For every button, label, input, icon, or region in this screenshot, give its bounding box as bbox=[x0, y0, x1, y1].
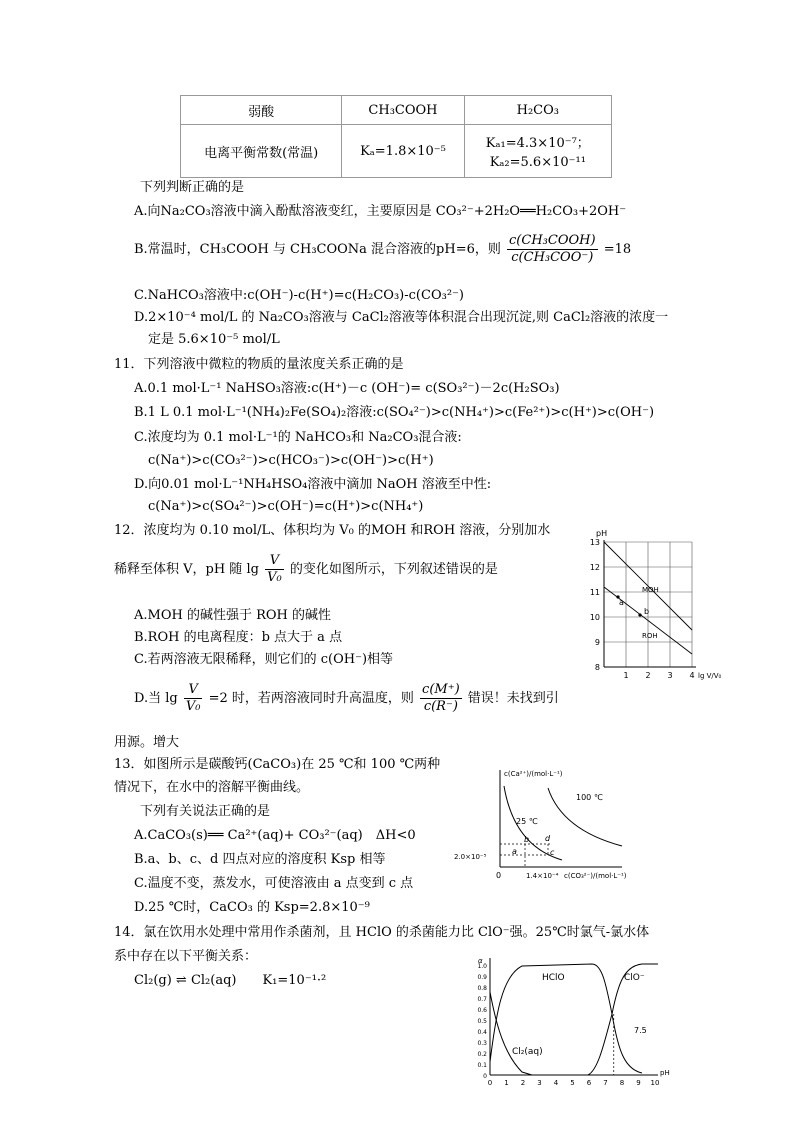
q12-frac-num: V bbox=[265, 553, 284, 570]
q13-t1: 25 ℃ bbox=[516, 817, 538, 826]
q12-frac-den: V₀ bbox=[267, 570, 282, 585]
q12-xtick-1: 1 bbox=[623, 671, 629, 680]
q14-xtick-1: 1 bbox=[504, 1079, 509, 1087]
q12-graph-ylabel: pH bbox=[596, 529, 608, 538]
q12-d-mid: =2 时，若两溶液同时升高温度，则 bbox=[208, 691, 414, 706]
q10-b-denominator: c(CH₃COO⁻) bbox=[511, 250, 594, 265]
q12-d-fraction2 bbox=[420, 682, 462, 715]
q14-xtick-3: 3 bbox=[537, 1079, 542, 1087]
q12-d-frac2-den: c(R⁻) bbox=[423, 699, 458, 714]
q10-stem: 下列判断正确的是 bbox=[140, 180, 245, 195]
table-header-acid: 弱酸 bbox=[181, 96, 342, 125]
q14-ytick-0.5: 0.5 bbox=[477, 1018, 487, 1025]
table-header-h2co3: H₂CO₃ bbox=[464, 96, 611, 125]
q14-xtick-0: 0 bbox=[487, 1079, 493, 1087]
q13-stem-line3: 下列有关说法正确的是 bbox=[140, 804, 271, 819]
q14-ytick-0.2: 0.2 bbox=[477, 1051, 487, 1058]
q14-xtick-6: 6 bbox=[586, 1079, 592, 1087]
q12-ytick-13: 13 bbox=[589, 538, 600, 547]
q11-option-d-line1: D.向0.01 mol·L⁻¹NH₄HSO₄溶液中滴加 NaOH 溶液至中性: bbox=[134, 477, 492, 492]
q14-ytick-0.3: 0.3 bbox=[477, 1040, 487, 1047]
q13-option-c: C.温度不变，蒸发水，可使溶液由 a 点变到 c 点 bbox=[134, 876, 414, 891]
q12-d-frac1-num: V bbox=[184, 682, 203, 699]
q13-point-a: a bbox=[512, 847, 517, 856]
q13-point-c: c bbox=[550, 848, 555, 857]
q10-option-b bbox=[134, 232, 631, 268]
q12-point-a-label: a bbox=[619, 598, 624, 607]
q14-xlabel: pH bbox=[660, 1069, 670, 1077]
q12-option-d bbox=[134, 681, 559, 717]
q12-ph-graph bbox=[588, 526, 724, 692]
q12-ytick-8: 8 bbox=[594, 663, 600, 672]
q13-option-a: A.CaCO₃(s)══ Ca²⁺(aq)+ CO₃²⁻(aq) ΔH<0 bbox=[134, 828, 416, 843]
q11-option-a: A.0.1 mol·L⁻¹ NaHSO₃溶液:c(H⁺)－c (OH⁻)= c(SO₃²⁻)－2c(H₂SO₃) bbox=[134, 381, 560, 396]
q13-stem-line1: 13．如图所示是碳酸钙(CaCO₃)在 25 ℃和 100 ℃两种 bbox=[114, 757, 441, 772]
q14-clo-label: ClO⁻ bbox=[624, 973, 645, 983]
q12-d-fraction1 bbox=[184, 682, 203, 715]
ka1-value: Kₐ₁=4.3×10⁻⁷； bbox=[485, 136, 590, 151]
table-cell-ka12 bbox=[464, 125, 611, 178]
q11-option-d-line2: c(Na⁺)>c(SO₄²⁻)>c(OH⁻)=c(H⁺)>c(NH₄⁺) bbox=[148, 499, 424, 514]
q14-ytick-0.1: 0.1 bbox=[477, 1062, 487, 1069]
q13-option-d: D.25 ℃时，CaCO₃ 的 Ksp=2.8×10⁻⁹ bbox=[134, 900, 370, 915]
q12-ytick-11: 11 bbox=[589, 588, 600, 597]
q12-option-c: C.若两溶液无限稀释，则它们的 c(OH⁻)相等 bbox=[134, 652, 394, 667]
q14-ytick-0.8: 0.8 bbox=[477, 985, 487, 992]
q12-stem-post: 的变化如图所示，下列叙述错误的是 bbox=[289, 562, 498, 577]
q12-xtick-2: 2 bbox=[645, 671, 651, 680]
q12-xtick-4: 4 bbox=[689, 671, 695, 680]
q13-xlabel: c(CO₃²⁻)/(mol·L⁻¹) bbox=[564, 872, 627, 880]
q14-xtick-9: 9 bbox=[636, 1079, 641, 1087]
q14-ylabel: α bbox=[478, 957, 483, 965]
q12-option-d-line2: 用源。增大 bbox=[114, 735, 180, 750]
table-header-ch3cooh: CH₃COOH bbox=[342, 96, 464, 125]
q14-stem-line2: 系中存在以下平衡关系： bbox=[114, 949, 258, 964]
q13-option-b: B.a、b、c、d 四点对应的溶度积 Ksp 相等 bbox=[134, 852, 386, 867]
q13-origin: 0 bbox=[496, 871, 502, 880]
q14-xtick-4: 4 bbox=[553, 1079, 559, 1087]
q10-option-c: C.NaHCO₃溶液中:c(OH⁻)-c(H⁺)=c(H₂CO₃)-c(CO₃²⁻) bbox=[134, 288, 464, 303]
q12-d-pre: D.当 lg bbox=[134, 691, 178, 706]
q10-option-a: A.向Na₂CO₃溶液中滴入酚酞溶液变红，主要原因是 CO₃²⁻+2H₂O══H₂CO₃+2OH⁻ bbox=[134, 204, 627, 219]
q12-option-b: B.ROH 的电离程度：b 点大于 a 点 bbox=[134, 630, 343, 645]
q12-ytick-12: 12 bbox=[589, 563, 600, 572]
q10-option-d-line1: D.2×10⁻⁴ mol/L 的 Na₂CO₃溶液与 CaCl₂溶液等体积混合出现沉淀,则 CaCl₂溶液的浓度一 bbox=[134, 310, 669, 325]
q12-ytick-9: 9 bbox=[594, 638, 600, 647]
q11-stem: 11．下列溶液中微粒的物质的量浓度关系正确的是 bbox=[114, 357, 404, 372]
q10-b-text: B.常温时，CH₃COOH 与 CH₃COONa 混合溶液的pH=6，则 bbox=[134, 242, 501, 257]
q12-ytick-10: 10 bbox=[589, 613, 600, 622]
q12-d-frac2-num: c(M⁺) bbox=[422, 682, 460, 697]
q10-option-d-line2: 定是 5.6×10⁻⁵ mol/L bbox=[148, 332, 280, 347]
q14-xtick-8: 8 bbox=[619, 1079, 625, 1087]
q14-stem-line1: 14．氯在饮用水处理中常用作杀菌剂，且 HClO 的杀菌能力比 ClO⁻强。25℃时氯气-氯水体 bbox=[114, 925, 650, 940]
q12-point-b-label: b bbox=[644, 607, 650, 616]
q14-ytick-0.9: 0.9 bbox=[477, 974, 487, 981]
q14-equation: Cl₂(g) ⇌ Cl₂(aq) K₁=10⁻¹·² bbox=[134, 973, 327, 988]
q12-stem-line2 bbox=[114, 552, 498, 588]
q13-stem-line2: 情况下，在水中的溶解平衡曲线。 bbox=[114, 780, 310, 795]
q13-solubility-graph bbox=[452, 766, 666, 886]
q14-ytick-0: 0 bbox=[483, 1073, 487, 1080]
q14-ytick-1.0: 1.0 bbox=[477, 963, 487, 970]
q14-mark-label: 7.5 bbox=[634, 1026, 647, 1035]
q12-graph-xlabel: lg V/V₀ bbox=[698, 672, 722, 680]
q14-clo-curve bbox=[588, 964, 658, 1075]
q14-ytick-0.7: 0.7 bbox=[477, 996, 487, 1003]
q12-d-frac1-den: V₀ bbox=[185, 699, 201, 714]
acid-constant-table bbox=[180, 95, 612, 178]
q10-b-numerator: c(CH₃COOH) bbox=[509, 233, 596, 248]
q13-point-b: b bbox=[524, 835, 530, 844]
q14-xtick-10: 10 bbox=[650, 1079, 660, 1087]
q12-stem-pre: 稀释至体积 V，pH 随 lg bbox=[114, 562, 259, 577]
q11-option-b: B.1 L 0.1 mol·L⁻¹(NH₄)₂Fe(SO₄)₂溶液:c(SO₄²⁻)>c(NH₄⁺)>c(Fe²⁺)>c(H⁺)>c(OH⁻) bbox=[134, 405, 655, 420]
q14-alpha-graph bbox=[472, 954, 682, 1088]
q12-stem-line1: 12．浓度均为 0.10 mol/L、体积均为 V₀ 的MOH 和ROH 溶液，分别加水 bbox=[114, 523, 551, 538]
q12-option-a: A.MOH 的碱性强于 ROH 的碱性 bbox=[134, 608, 332, 623]
q11-option-c-line2: c(Na⁺)>c(CO₃²⁻)>c(HCO₃⁻)>c(OH⁻)>c(H⁺) bbox=[148, 453, 434, 468]
q14-ytick-0.4: 0.4 bbox=[477, 1029, 487, 1036]
q14-hclo-label: HClO bbox=[542, 973, 565, 983]
q13-t2: 100 ℃ bbox=[576, 793, 603, 802]
q14-cl2-curve bbox=[490, 992, 532, 1075]
ka2-value: Kₐ₂=5.6×10⁻¹¹ bbox=[489, 155, 586, 170]
q10-b-fraction bbox=[507, 233, 598, 266]
q14-xtick-7: 7 bbox=[603, 1079, 608, 1087]
q14-xtick-5: 5 bbox=[570, 1079, 575, 1087]
q11-option-c-line1: C.浓度均为 0.1 mol·L⁻¹的 NaHCO₃和 Na₂CO₃混合液: bbox=[134, 430, 462, 445]
q13-point-d: d bbox=[545, 834, 551, 843]
q12-graph-grid bbox=[604, 542, 692, 667]
table-cell-ka: Kₐ=1.8×10⁻⁵ bbox=[342, 125, 464, 178]
q12-xtick-3: 3 bbox=[667, 671, 673, 680]
q12-roh-label: ROH bbox=[642, 632, 658, 640]
table-row-label: 电离平衡常数(常温) bbox=[181, 125, 342, 178]
q12-point-b bbox=[638, 613, 641, 616]
q13-ylabel: c(Ca²⁺)/(mol·L⁻¹) bbox=[504, 770, 563, 778]
q14-ytick-0.6: 0.6 bbox=[477, 1007, 487, 1014]
q10-b-result: =18 bbox=[603, 242, 632, 257]
q13-x-value: 1.4×10⁻⁴ bbox=[526, 872, 559, 880]
q14-xtick-2: 2 bbox=[520, 1079, 526, 1087]
q12-moh-label: MOH bbox=[642, 586, 659, 594]
q14-cl2-label: Cl₂(aq) bbox=[512, 1047, 543, 1057]
q12-d-post: 错误！未找到引 bbox=[467, 691, 559, 706]
q12-stem-fraction bbox=[265, 553, 284, 586]
q13-y-value: 2.0×10⁻⁵ bbox=[454, 853, 487, 861]
